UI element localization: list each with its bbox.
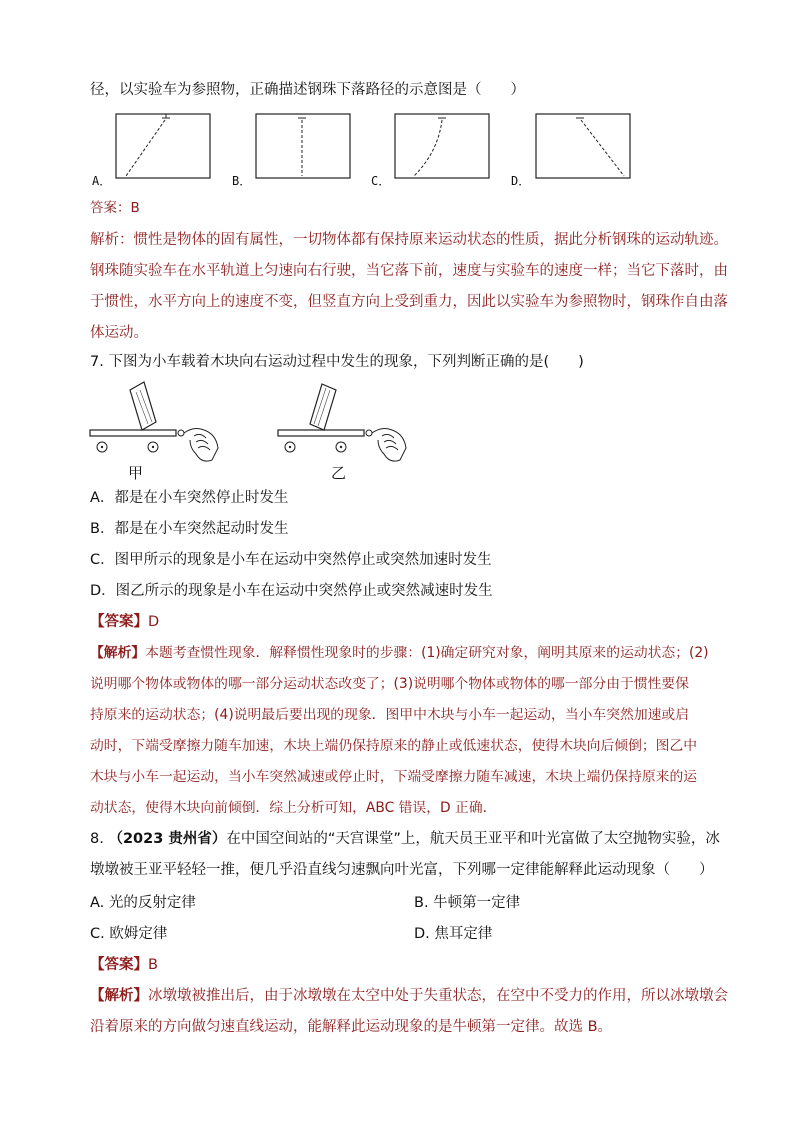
q7-analysis-line: 木块与小车一起运动，当小车突然减速或停止时，下端受摩擦力随车减速，木块上端仍保持原来的运: [90, 769, 698, 785]
cart-yi-diagram: [278, 384, 406, 461]
option-a-label: A．: [92, 174, 112, 188]
option-a-diagram: [116, 114, 210, 178]
analysis-text: 本题考查惯性现象．解释惯性现象时的步骤：(1)确定研究对象，阐明其原来的运动状态；(2): [145, 645, 709, 661]
figure-label-yi: 乙: [331, 464, 347, 482]
answer-tag: 【答案】: [90, 957, 148, 973]
q6-figures: [88, 112, 648, 187]
q8-analysis-line: [90, 986, 728, 1006]
q8-analysis-line: 沿着原来的方向做匀速直线运动，能解释此运动现象的是牛顿第一定律。故选 B。: [90, 1019, 613, 1035]
q6-analysis-line: 于惯性，水平方向上的速度不变，但竖直方向上受到重力，因此以实验车为参照物时，钢珠作自由落: [90, 294, 728, 310]
q7-option-a: A．都是在小车突然停止时发生: [90, 490, 289, 506]
q6-analysis-line: 解析：惯性是物体的固有属性，一切物体都有保持原来运动状态的性质，据此分析钢珠的运动轨迹。: [90, 232, 728, 248]
q7-analysis-line: [90, 643, 709, 663]
answer-value: B: [148, 957, 158, 973]
option-d-diagram: [536, 114, 630, 178]
question-text: 在中国空间站的“天宫课堂”上，航天员王亚平和叶光富做了太空抛物实验，冰: [226, 831, 720, 847]
analysis-text: 冰墩墩被推出后，由于冰墩墩在太空中处于失重状态，在空中不受力的作用，所以冰墩墩会: [148, 988, 728, 1004]
answer-tag: 【答案】: [90, 614, 148, 630]
option-c-diagram: [395, 114, 489, 178]
answer-value: D: [148, 614, 160, 630]
q6-answer: 答案：B: [90, 200, 140, 216]
q8-option-b: B. 牛顿第一定律: [414, 895, 521, 911]
q7-analysis-line: 说明哪个物体或物体的哪一部分运动状态改变了；(3)说明哪个物体或物体的哪一部分由于惯性要保: [90, 676, 690, 692]
question-source: （2023 贵州省）: [108, 831, 227, 847]
option-d-label: D．: [511, 174, 531, 188]
q7-analysis-line: 动状态，使得木块向前倾倒．综上分析可知，ABC 错误，D 正确．: [90, 800, 497, 816]
q7-analysis-line: 持原来的运动状态；(4)说明最后要出现的现象．图甲中木块与小车一起运动，当小车突然加速或启: [90, 707, 690, 723]
question-number: 8.: [90, 831, 109, 847]
q8-option-d: D. 焦耳定律: [414, 926, 493, 942]
q7-option-d: D．图乙所示的现象是小车在运动中突然停止或突然减速时发生: [90, 583, 493, 599]
analysis-tag: 【解析】: [90, 988, 148, 1004]
q7-stem: 7. 下图为小车载着木块向右运动过程中发生的现象，下列判断正确的是( ): [90, 354, 584, 370]
q8-option-c: C. 欧姆定律: [90, 926, 168, 942]
q8-option-a: A. 光的反射定律: [90, 895, 196, 911]
figure-label-jia: 甲: [128, 464, 144, 482]
option-b-label: B．: [232, 174, 252, 188]
cart-jia-diagram: [90, 382, 218, 461]
option-c-label: C．: [371, 174, 391, 188]
q7-option-b: B．都是在小车突然起动时发生: [90, 521, 289, 537]
q8-stem-line1: [90, 829, 720, 849]
q7-analysis-line: 动时，下端受摩擦力随车加速，木块上端仍保持原来的静止或低速状态，使得木块向后倾倒；图乙中: [90, 738, 698, 754]
q6-stem: 径，以实验车为参照物，正确描述钢珠下落路径的示意图是（ ）: [90, 82, 525, 98]
q6-analysis-line: 体运动。: [90, 325, 148, 341]
q6-analysis-line: 钢珠随实验车在水平轨道上匀速向右行驶，当它落下前，速度与实验车的速度一样；当它下落时，由: [90, 263, 728, 279]
option-b-diagram: [256, 114, 350, 178]
q7-option-c: C．图甲所示的现象是小车在运动中突然停止或突然加速时发生: [90, 552, 492, 568]
analysis-tag: 【解析】: [90, 645, 146, 661]
q8-answer: [90, 955, 158, 975]
q8-stem-line2: 墩墩被王亚平轻轻一推，便几乎沿直线匀速飘向叶光富，下列哪一定律能解释此运动现象（ ）: [90, 862, 714, 878]
q7-answer: [90, 612, 159, 632]
